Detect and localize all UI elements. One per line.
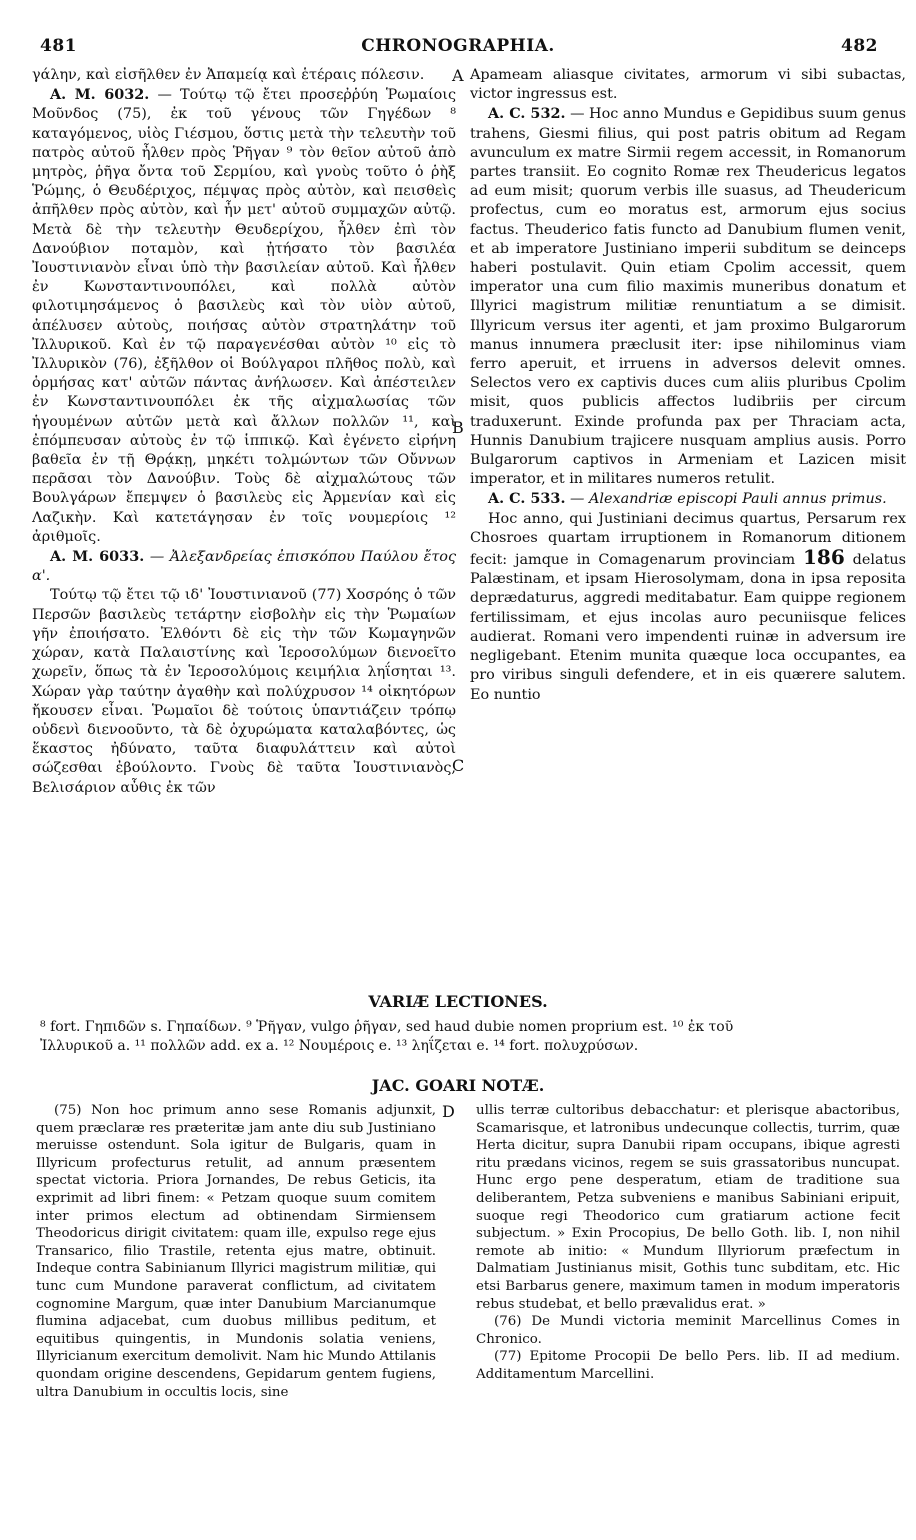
notae-title: JAC. GOARI NOTÆ. — [371, 1076, 545, 1095]
note-paragraph: (75) Non hoc primum anno sese Romanis adjunxit, quem præclaræ res præteritæ jam ante diu sub Justiniano meruisse ostendunt. Sola igitur de Bulgaris, quam in Illyricum profecturus retulit, ad annum præsentem spectat victoria. Priora Jornandes, De rebus Geticis, ita exprimit ad libri finem: « Petzam quoque suum comitem inter primos electum ad obtinendam Sirmiensem Theodoricus dirigit civitatem: quam ille, expulso rege ejus Transarico, filio Trastile, retenta ejus matre, obtinuit. Indeque contra Sabinianum Illyrici magistrum militiæ, qui tunc cum Mundone paraverat conflictum, ad civitatem cognomine Margum, quæ inter Danubium Marcianumque flumina adjacebat, cum duobus millibus peditum, et equitibus quingentis, in Mundonis solatia veniens, Illyricianum exercitum demolivit. Nam hic Mundo Attilanis quondam origine descendens, Gepidarum gentem fugiens, ultra Danubium in occultis locis, sine — [36, 1103, 436, 1400]
latin-paragraph: Hoc anno, qui Justiniani decimus quartus, Persarum rex Chosroes quartam irruptionem in Romanorum ditionem fecit: jamque in Comagenarum provinciam 186 delatus Palæstinam, et ipsam Hierosolymam, dona in ipsa reposita deprædaturus, aggredi meditabatur. Eam quippe regionem fertilissimam, et ejus incolas auro pecuniisque felices audierat. Romani vero impendenti ruinæ in adversum ire negligebant. Etenim munita quæque loca occupantes, ea pro viribus singuli defendere, et in eis quærere salutem. Eo nuntio — [470, 510, 907, 703]
variae-line: Ἰλλυρικοῦ a. ¹¹ πολλῶν add. ex a. ¹² Νουμέροις e. ¹³ ληΐζεται e. ¹⁴ fort. πολυχρύσων. — [40, 1038, 639, 1054]
right-page-number: 482 — [841, 36, 878, 56]
latin-paragraph: Apameam aliasque civitates, armorum vi sibi subactas, victor ingressus est. — [470, 67, 906, 103]
note-paragraph: ullis terræ cultoribus debacchatur: et plerisque abactoribus, Scamarisque, et latronibus undecunque collectis, turrim, quæ Herta dicitur, supra Danubii ripam occupans, ibique agresti ritu prædans vicinos, regem se suis grassatoribus nuncupat. Hunc ergo pene desperatum, etiam de traditione sua deliberantem, Petza subveniens e manibus Sabiniani eripuit, suoque regi Theodorico cum gratiarum actione fecit subjectum. » Exin Procopius, De bello Goth. lib. I, non nihil remote ab initio: « Mundum Illyriorum præfectum in Dalmatiam Justinianus misit, Gothis tunc subditam, etc. Hic etsi Barbarus genere, maximum tamen in modum imperatoris rebus studebat, et bello prævalidus erat. » — [476, 1103, 900, 1312]
latin-column — [470, 66, 906, 705]
page-header — [0, 36, 916, 62]
greek-paragraph: A. M. 6032. — Τούτῳ τῷ ἔτει προσεῤῥύη Ῥωμαίοις Μοῦνδος (75), ἐκ τοῦ γένους τῶν Γηγέδων ⁸ καταγόμενος, υἱὸς Γιέσμου, ὅστις μετὰ τὴν τελευτὴν τοῦ πατρὸς αὐτοῦ ἦλθεν πρὸς Ῥῆγαν ⁹ τὸν θεῖον αὐτοῦ ἀπὸ μητρὸς, ῥῆγα ὄντα τοῦ Σερμίου, καὶ γνοὺς τοῦτο ὁ ῥὴξ Ῥώμης, ὁ Θευδέριχος, πέμψας πρὸς αὐτὸν, καὶ πεισθεὶς ἀπῆλθεν πρὸς αὐτὸν, καὶ ἦν μετ' αὐτοῦ συμμαχῶν αὐτῷ. Μετὰ δὲ τὴν τελευτὴν Θευδερίχου, ἦλθεν ἐπὶ τὸν Δανούβιον ποταμὸν, καὶ ᾐτήσατο τὸν βασιλέα Ἰουστινιανὸν εἶναι ὑπὸ τὴν βασιλείαν αὐτοῦ. Καὶ ἦλθεν ἐν Κωνσταντινουπόλει, καὶ πολλὰ αὐτὸν φιλοτιμησάμενος ὁ βασιλεὺς καὶ τὸν υἱὸν αὐτοῦ, ἀπέλυσεν αὐτοὺς, ποιήσας αὐτὸν στρατηλάτην τοῦ Ἰλλυρικοῦ. Καὶ ἐν τῷ παραγενέσθαι αὐτὸν ¹⁰ εἰς τὸ Ἰλλυρικὸν (76), ἐξῆλθον οἱ Βούλγαροι πλῆθος πολὺ, καὶ ὁρμήσας κατ' αὐτῶν πάντας ἀνήλωσεν. Καὶ ἀπέστειλεν ἐν Κωνσταντινουπόλει ἐκ τῆς αἰχμαλωσίας τῶν ἡγουμένων αὐτῶν μετὰ καὶ ἄλλων πολλῶν ¹¹, καὶ ἐπόμπευσαν αὐτοὺς ἐν τῷ ἱππικῷ. Καὶ ἐγένετο εἰρήνη βαθεῖα ἐν τῇ Θρᾴκῃ, μηκέτι τολμώντων τῶν Οὔννων περᾶσαι τὸν Δανούβιν. Τοὺς δὲ αἰχμαλώτους τῶν Βουλγάρων ἔπεμψεν ὁ βασιλεὺς εἰς Ἀρμενίαν καὶ εἰς Λαζικὴν. Καὶ κατετάγησαν ἐν τοῖς νουμερίοις ¹² ἀριθμοῖς. — [32, 86, 457, 545]
margin-letter: C — [452, 756, 465, 775]
latin-paragraph: A. C. 533. — Alexandriæ episcopi Pauli annus primus. — [488, 490, 887, 508]
greek-paragraph: Τούτῳ τῷ ἔτει τῷ ιδ' Ἰουστινιανοῦ (77) Χοσρόης ὁ τῶν Περσῶν βασιλεὺς τετάρτην εἰσβολὴν εἰς τὴν Ῥωμαίων γῆν ἐποιήσατο. Ἐλθόντι δὲ εἰς τὴν τῶν Κωμαγηνῶν χώραν, κατὰ Παλαιστίνης καὶ Ἱεροσολύμων διενοεῖτο χωρεῖν, ὅπως τὰ ἐν Ἱεροσολύμοις κειμήλια ληΐσηται ¹³. Χώραν γὰρ ταύτην ἀγαθὴν καὶ πολύχρυσον ¹⁴ οἰκητόρων ἤκουσεν εἶναι. Ῥωμαῖοι δὲ τούτοις ὑπαντιάζειν τρόπῳ οὐδενὶ διενοοῦντο, τὰ δὲ ὀχυρώματα καταλαβόντες, ὡς ἕκαστος ἠδύνατο, ταῦτα διαφυλάττειν καὶ αὐτοὶ σώζεσθαι ἐβούλοντο. Γνοὺς δὲ ταῦτα Ἰουστινιανὸς, Βελισάριον αὖθις ἐκ τῶν — [32, 587, 456, 796]
year-heading: A. M. 6033. — [50, 548, 145, 566]
latin-paragraph: A. C. 532. — Hoc anno Mundus e Gepidibus suum genus trahens, Giesmi filius, qui post patris obitum ad Regam avunculum ex matre Sirmii regem accessit, in Romanorum partes transiit. Eo cognito Romæ rex Theudericus legatos ad eum misit; quorum verbis ille suasus, ad Theudericum profectus, cum eo moratus est, armorum ejus socius factus. Theuderico fatis functo ad Danubium flumen venit, et ab imperatore Justiniano imperii subditum se deinceps haberi postulavit. Quin etiam Cpolim accessit, quem imperator una cum filio maximis muneribus donatum et Illyrici magistrum militiæ renuntiatum a se dimisit. Illyricum versus iter agenti, et jam proximo Bulgarorum manus innumera præclusit iter: ipse nihilominus viam ferro aperuit, et irruens in adversos delevit omnes. Selectos vero ex captivis duces cum aliis pluribus Cpolim misit, quos publicis affectos ludibriis per circum traduxerunt. Exinde profunda pax per Thraciam acta, Hunnis Danubium trajicere nusquam amplius ausis. Porro Bulgarorum captivos in Armeniam et Lazicen misit imperator, et in militares numeros retulit. — [470, 105, 906, 488]
variae-title: VARIÆ LECTIONES. — [368, 992, 548, 1011]
year-heading: A. C. 533. — [488, 490, 566, 508]
notes-right-column — [476, 1102, 900, 1384]
year-heading: A. C. 532. — [488, 105, 566, 123]
variae-line: ⁸ fort. Γηπιδῶν s. Γηπαίδων. ⁹ Ῥῆγαν, vulgo ῥῆγαν, sed haud dubie nomen proprium est. ¹⁰ ἐκ τοῦ — [40, 1019, 734, 1035]
margin-letter: D — [442, 1102, 455, 1121]
margin-letter: A — [452, 66, 464, 85]
margin-letter: B — [452, 418, 464, 437]
greek-column — [32, 66, 456, 798]
variae-lectiones — [40, 1018, 890, 1056]
left-page-number: 481 — [40, 36, 77, 56]
year-heading: A. M. 6032. — [50, 86, 150, 104]
note-paragraph: (77) Epitome Procopii De bello Pers. lib. II ad medium. Additamentum Marcellini. — [476, 1349, 900, 1382]
notes-left-column — [36, 1102, 436, 1401]
edition-page-number: 186 — [803, 545, 845, 570]
greek-paragraph: A. M. 6033. — Ἀλεξανδρείας ἐπισκόπου Παύλου ἔτος α'. — [32, 548, 457, 585]
running-title: CHRONOGRAPHIA. — [361, 36, 555, 56]
greek-paragraph: γάλην, καὶ εἰσῆλθεν ἐν Ἀπαμείᾳ καὶ ἑτέραις πόλεσιν. — [32, 67, 425, 83]
note-paragraph: (76) De Mundi victoria meminit Marcellinus Comes in Chronico. — [476, 1314, 900, 1347]
